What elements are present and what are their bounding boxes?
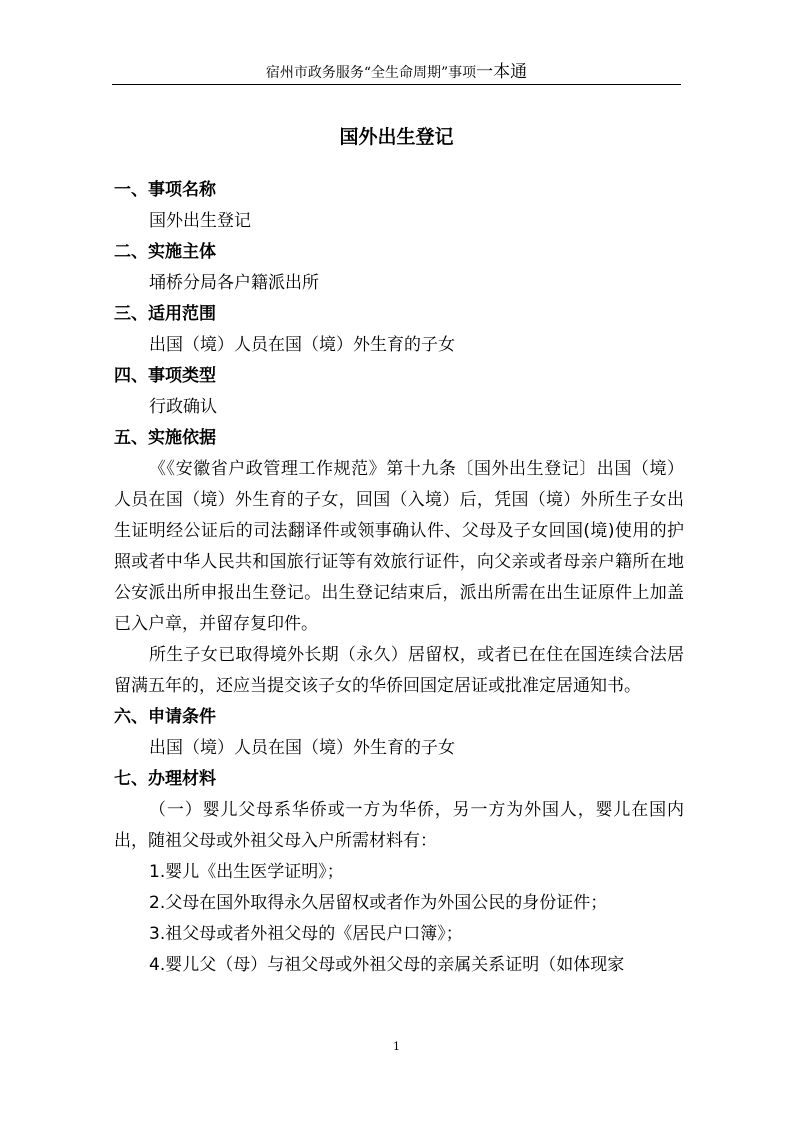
page-number: 1 — [393, 1040, 400, 1053]
section-heading-conditions: 六、申请条件 — [114, 707, 216, 727]
running-header-text-end: 一本通 — [476, 62, 528, 82]
section-heading-legal-basis: 五、实施依据 — [114, 428, 216, 448]
materials-list-item: 4.婴儿父（母）与祖父母或外祖父母的亲属关系证明（如体现家 — [149, 955, 625, 975]
section-text-conditions: 出国（境）人员在国（境）外生育的子女 — [149, 738, 455, 758]
section-heading-item-name: 一、事项名称 — [114, 180, 216, 200]
materials-list-item: 2.父母在国外取得永久居留权或者作为外国公民的身份证件； — [149, 893, 608, 913]
running-header — [0, 62, 793, 83]
legal-basis-paragraph-2: 所生子女已取得境外长期（永久）居留权，或者已在住在国连续合法居留满五年的，还应当提交该子女的华侨回国定居证或批准定居通知书。 — [114, 645, 684, 696]
section-heading-item-type: 四、事项类型 — [114, 366, 216, 386]
materials-list-item: 3.祖父母或者外祖父母的《居民户口簿》； — [149, 924, 463, 944]
header-underline — [112, 84, 681, 85]
running-header-text: 宿州市政务服务“全生命周期”事项 — [265, 65, 477, 81]
legal-basis-paragraph-1: 《《安徽省户政管理工作规范》第十九条〔国外出生登记〕出国（境）人员在国（境）外生育的子女，回国（入境）后，凭国（境）外所生子女出生证明经公证后的司法翻译件或领事确认件、父母及子女回国(境)使用的护照或者中华人民共和国旅行证等有效旅行证件，向父亲或者母亲户籍所在地公安派出所申报出生登记。出生登记结束后，派出所需在出生证原件上加盖已入户章，并留存复印件。 — [114, 459, 684, 634]
section-heading-scope: 三、适用范围 — [114, 304, 216, 324]
section-heading-materials: 七、办理材料 — [114, 769, 216, 789]
document-title: 国外出生登记 — [339, 126, 454, 148]
document-body — [114, 175, 684, 981]
materials-intro-paragraph: （一）婴儿父母系华侨或一方为华侨，另一方为外国人，婴儿在国内出，随祖父母或外祖父母入户所需材料有： — [114, 800, 684, 851]
section-text-item-type: 行政确认 — [149, 397, 217, 417]
section-text-item-name: 国外出生登记 — [149, 211, 251, 231]
section-text-implementer: 埇桥分局各户籍派出所 — [149, 273, 319, 293]
section-text-scope: 出国（境）人员在国（境）外生育的子女 — [149, 335, 455, 355]
materials-list-item: 1.婴儿《出生医学证明》； — [149, 862, 344, 882]
section-heading-implementer: 二、实施主体 — [114, 242, 216, 262]
